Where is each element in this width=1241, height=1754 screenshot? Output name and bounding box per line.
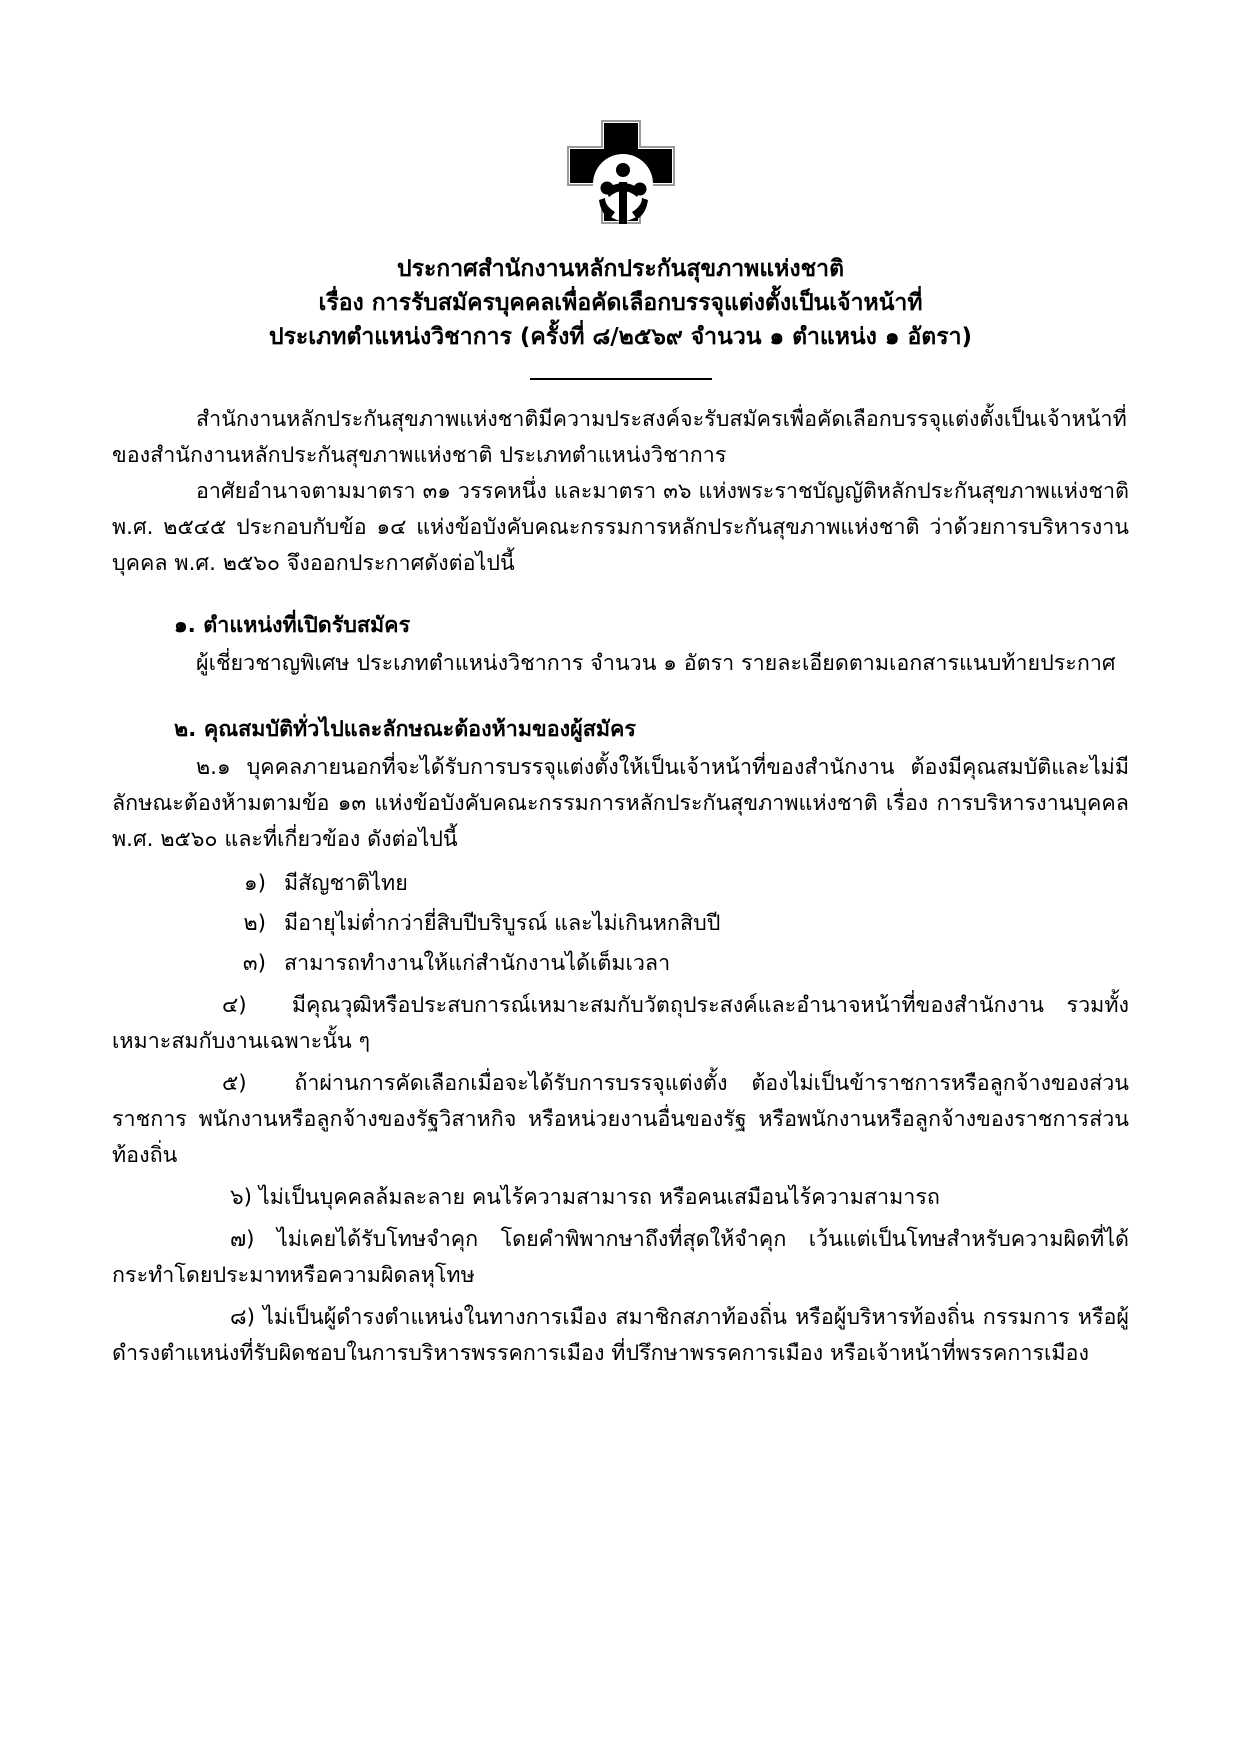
qualification-list bbox=[112, 866, 1129, 982]
list-item-text: มีคุณวุฒิหรือประสบการณ์เหมาะสมกับวัตถุประสงค์และอำนาจหน้าที่ของสำนักงาน รวมทั้งเหมาะสมกับงานเฉพาะนั้น ๆ bbox=[112, 993, 1129, 1054]
intro-paragraph-2: อาศัยอำนาจตามมาตรา ๓๑ วรรคหนึ่ง และมาตรา ๓๖ แห่งพระราชบัญญัติหลักประกันสุขภาพแห่งชาติ พ.ศ. ๒๕๔๕ ประกอบกับข้อ ๑๔ แห่งข้อบังคับคณะกรรมการหลักประกันสุขภาพแห่งชาติ ว่าด้วยการบริหารงานบุคคล พ.ศ. ๒๕๖๐ จึงออกประกาศดังต่อไปนี้ bbox=[112, 479, 1129, 576]
list-item bbox=[112, 946, 1129, 982]
intro-paragraph-1: สำนักงานหลักประกันสุขภาพแห่งชาติมีความประสงค์จะรับสมัครเพื่อคัดเลือกบรรจุแต่งตั้งเป็นเจ้าหน้าที่ของสำนักงานหลักประกันสุขภาพแห่งชาติ ประเภทตำแหน่งวิชาการ bbox=[112, 407, 1127, 468]
title-line-2: เรื่อง การรับสมัครบุคคลเพื่อคัดเลือกบรรจุแต่งตั้งเป็นเจ้าหน้าที่ bbox=[318, 290, 923, 316]
list-item-number: ๔) bbox=[222, 993, 247, 1018]
list-item bbox=[112, 906, 1129, 942]
section-1-body: ผู้เชี่ยวชาญพิเศษ ประเภทตำแหน่งวิชาการ จำนวน ๑ อัตรา รายละเอียดตามเอกสารแนบท้ายประกาศ bbox=[196, 651, 1116, 676]
document-body bbox=[0, 402, 1241, 1372]
list-item-number: ๖) bbox=[230, 1185, 253, 1210]
section-2-heading: ๒. คุณสมบัติทั่วไปและลักษณะต้องห้ามของผู้สมัคร bbox=[174, 717, 636, 742]
list-item-number: ๑) bbox=[243, 871, 266, 896]
section-2-intro: ๒.๑ บุคคลภายนอกที่จะได้รับการบรรจุแต่งตั้งให้เป็นเจ้าหน้าที่ของสำนักงาน ต้องมีคุณสมบัติและไม่มีลักษณะต้องห้ามตามข้อ ๑๓ แห่งข้อบังคับคณะกรรมการหลักประกันสุขภาพแห่งชาติ เรื่อง การบริหารงานบุคคล พ.ศ. ๒๕๖๐ และที่เกี่ยวข้อง ดังต่อไปนี้ bbox=[112, 755, 1129, 852]
list-item-text: สามารถทำงานให้แก่สำนักงานได้เต็มเวลา bbox=[284, 951, 671, 976]
list-item-8 bbox=[112, 1300, 1129, 1372]
title-divider bbox=[530, 378, 712, 380]
title-line-1: ประกาศสำนักงานหลักประกันสุขภาพแห่งชาติ bbox=[396, 256, 845, 282]
list-item-text: ไม่เป็นผู้ดำรงตำแหน่งในทางการเมือง สมาชิกสภาท้องถิ่น หรือผู้บริหารท้องถิ่น กรรมการ หรือผู้ดำรงตำแหน่งที่รับผิดชอบในการบริหารพรรคการเมือง ที่ปรึกษาพรรคการเมือง หรือเจ้าหน้าที่พรรคการเมือง bbox=[112, 1305, 1129, 1366]
list-item-text: ไม่เป็นบุคคลล้มละลาย คนไร้ความสามารถ หรือคนเสมือนไร้ความสามารถ bbox=[258, 1185, 940, 1210]
list-item-number: ๗) bbox=[230, 1227, 255, 1252]
title-line-3: ประเภทตำแหน่งวิชาการ (ครั้งที่ ๘/๒๕๖๙ จำนวน ๑ ตำแหน่ง ๑ อัตรา) bbox=[268, 324, 973, 350]
list-item-5 bbox=[112, 1066, 1129, 1174]
list-item-6 bbox=[112, 1180, 1129, 1216]
list-item-7 bbox=[112, 1222, 1129, 1294]
list-item bbox=[112, 866, 1129, 902]
list-item-number: ๕) bbox=[222, 1071, 247, 1096]
document-title bbox=[0, 252, 1241, 354]
logo-container bbox=[0, 0, 1241, 226]
list-item-text: มีอายุไม่ต่ำกว่ายี่สิบปีบริบูรณ์ และไม่เกินหกสิบปี bbox=[284, 911, 721, 936]
list-item-number: ๒) bbox=[243, 911, 266, 936]
list-item-text: มีสัญชาติไทย bbox=[284, 871, 408, 896]
section-1-heading: ๑. ตำแหน่งที่เปิดรับสมัคร bbox=[174, 613, 411, 638]
nhso-cross-logo bbox=[565, 118, 677, 226]
list-item-4 bbox=[112, 988, 1129, 1060]
title-divider-container bbox=[0, 378, 1241, 380]
list-item-text: ไม่เคยได้รับโทษจำคุก โดยคำพิพากษาถึงที่สุดให้จำคุก เว้นแต่เป็นโทษสำหรับความผิดที่ได้กระทำโดยประมาทหรือความผิดลหุโทษ bbox=[112, 1227, 1130, 1288]
list-item-number: ๓) bbox=[242, 951, 266, 976]
list-item-number: ๘) bbox=[230, 1305, 255, 1330]
list-item-text: ถ้าผ่านการคัดเลือกเมื่อจะได้รับการบรรจุแต่งตั้ง ต้องไม่เป็นข้าราชการหรือลูกจ้างของส่วนราชการ พนักงานหรือลูกจ้างของรัฐวิสาหกิจ หรือหน่วยงานอื่นของรัฐ หรือพนักงานหรือลูกจ้างของราชการส่วนท้องถิ่น bbox=[112, 1071, 1129, 1168]
